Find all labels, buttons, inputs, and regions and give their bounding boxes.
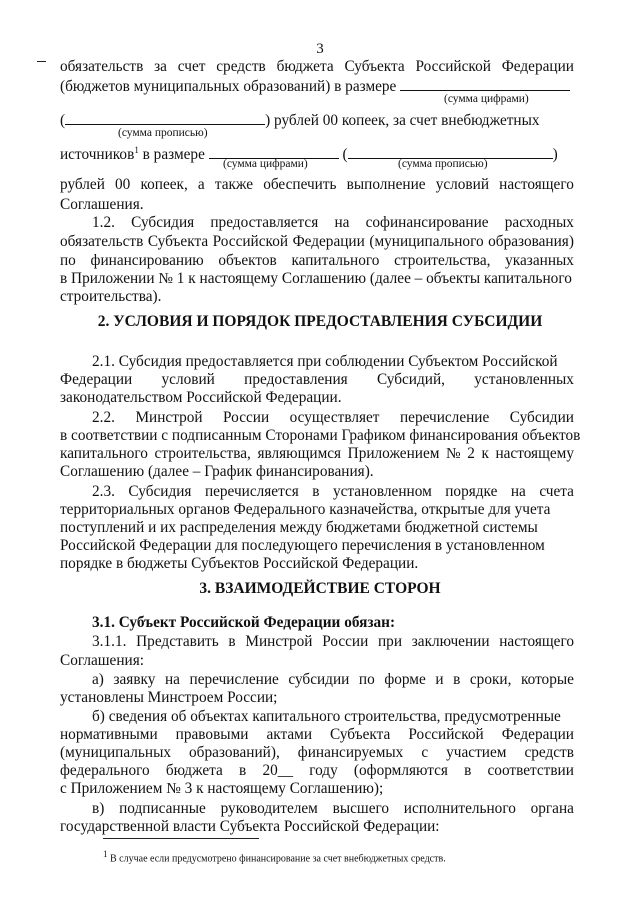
word: руководителем bbox=[220, 800, 318, 817]
word: с bbox=[421, 744, 429, 761]
text-line bbox=[60, 370, 574, 389]
caption-sum-digits: (сумма цифрами) bbox=[444, 93, 529, 105]
word: году bbox=[309, 762, 338, 779]
text-line bbox=[60, 444, 574, 463]
text-line bbox=[60, 761, 574, 780]
word: и bbox=[435, 671, 444, 688]
text-line: в Приложении № 1 к настоящему Соглашению (далее – объекты капитального bbox=[60, 270, 572, 287]
text-line bbox=[92, 213, 574, 232]
word: соответствии bbox=[487, 762, 574, 779]
text-line: установлены Минстроем России; bbox=[60, 689, 278, 706]
word: также bbox=[214, 176, 254, 193]
word: расходных bbox=[504, 214, 574, 231]
word: 2 bbox=[467, 445, 475, 462]
text-line: законодательством Российской Федерации. bbox=[60, 389, 342, 406]
word: перечисляется bbox=[204, 483, 299, 500]
word: установленных bbox=[474, 371, 574, 388]
footnote: $^1$ В случае если предусмотрено финансирование за счет внебюджетных средств. bbox=[103, 849, 446, 865]
sum-digits-blank-2 bbox=[209, 144, 339, 159]
text-line bbox=[60, 743, 574, 762]
text-line: поступлений и их распределения между бюджетами бюджетной системы bbox=[60, 519, 538, 536]
word: участием bbox=[446, 744, 507, 761]
word: Российской bbox=[408, 726, 484, 743]
word: в bbox=[312, 483, 320, 500]
word: перечисление bbox=[189, 671, 279, 688]
word: финансируемых bbox=[297, 744, 404, 761]
text-line: территориальных органов Федерального казначейства, открытые для учета bbox=[60, 501, 551, 518]
word: России bbox=[223, 409, 270, 426]
word: в bbox=[453, 671, 461, 688]
word: подписанные bbox=[119, 800, 206, 817]
word: заявку bbox=[113, 671, 156, 688]
word: 2.2. bbox=[92, 409, 115, 426]
word: Приложением bbox=[347, 445, 440, 462]
word: перечисление bbox=[399, 409, 490, 426]
word: (оформляются bbox=[353, 762, 448, 779]
word: (муниципального bbox=[369, 233, 484, 250]
word: настоящего bbox=[499, 176, 574, 193]
word: а) bbox=[92, 671, 104, 688]
sum-words-blank-1 bbox=[65, 110, 265, 125]
word: 20__ bbox=[262, 762, 294, 779]
word: средств bbox=[216, 58, 266, 75]
word: органа bbox=[530, 800, 574, 817]
word: копеек, bbox=[140, 176, 188, 193]
word: Федерации bbox=[501, 58, 574, 75]
word: субсидии bbox=[288, 671, 350, 688]
text-line bbox=[92, 799, 574, 818]
word: обязательств bbox=[60, 233, 144, 250]
word: при bbox=[378, 633, 403, 650]
word: (муниципальных bbox=[60, 744, 171, 761]
word: финансированию bbox=[90, 252, 204, 269]
word: Субсидии bbox=[509, 409, 574, 426]
word: условий bbox=[161, 371, 215, 388]
word: в bbox=[464, 762, 472, 779]
word: Федерации bbox=[60, 371, 133, 388]
word: в bbox=[239, 762, 247, 779]
word: порядке bbox=[445, 483, 498, 500]
text-line: Соглашения: bbox=[60, 652, 144, 669]
margin-dash bbox=[37, 61, 46, 62]
text-line: (бюджетов муниципальных образований) в размере bbox=[60, 76, 574, 96]
caption-sum-digits: (сумма цифрами) bbox=[223, 158, 308, 170]
text-line: государственной власти Субъекта Российской Федерации: bbox=[60, 818, 440, 835]
word: образований), bbox=[189, 744, 280, 761]
word: софинансирование bbox=[365, 214, 489, 231]
word: счета bbox=[539, 483, 574, 500]
word: по bbox=[358, 671, 375, 688]
text-line: Российской Федерации для последующего перечисления в установленном bbox=[60, 537, 545, 554]
section-heading: 2. УСЛОВИЯ И ПОРЯДОК ПРЕДОСТАВЛЕНИЯ СУБСИДИИ bbox=[97, 313, 543, 330]
word: в bbox=[228, 633, 236, 650]
word: Минстрой bbox=[135, 409, 203, 426]
word: 2.3. bbox=[92, 483, 115, 500]
word: правовыми bbox=[175, 726, 249, 743]
word: капитального bbox=[60, 445, 148, 462]
word: 3.1.1. bbox=[92, 633, 127, 650]
text-line bbox=[92, 482, 574, 501]
word: осуществляет bbox=[289, 409, 380, 426]
text-line: в соответствии с подписанным Сторонами Графиком финансирования объектов bbox=[60, 427, 581, 444]
sum-digits-blank-1 bbox=[400, 76, 570, 91]
word: сроки, bbox=[469, 671, 512, 688]
word: указанных bbox=[505, 252, 574, 269]
word: бюджета bbox=[276, 58, 334, 75]
text-line bbox=[60, 57, 574, 76]
word: Субсидий, bbox=[376, 371, 445, 388]
text-line: Соглашения. bbox=[60, 196, 144, 213]
word: обязательств bbox=[60, 58, 144, 75]
footnote-mark: 1 bbox=[103, 849, 108, 859]
word: бюджета bbox=[165, 762, 223, 779]
word: исполнительного bbox=[403, 800, 516, 817]
text-line bbox=[92, 632, 574, 651]
word: Российской bbox=[415, 58, 491, 75]
text-line: ( ) рублей 00 копеек, за счет внебюджетных bbox=[60, 112, 540, 129]
word: средств bbox=[524, 744, 574, 761]
word: в) bbox=[92, 800, 105, 817]
text-line bbox=[92, 408, 574, 427]
word: выполнение bbox=[346, 176, 426, 193]
subsection-heading: 3.1. Субъект Российской Федерации обязан: bbox=[92, 614, 396, 631]
word: Федерации bbox=[292, 233, 365, 250]
word: обеспечить bbox=[263, 176, 337, 193]
word: настоящему bbox=[495, 445, 574, 462]
word: Субсидия bbox=[131, 214, 195, 231]
word: образования) bbox=[488, 233, 574, 250]
word: на bbox=[164, 671, 180, 688]
word: высшего bbox=[332, 800, 390, 817]
text-line: источников$^1$ в размере ( ) bbox=[60, 145, 558, 164]
text-line: б) сведения об объектах капитального строительства, предусмотренные bbox=[92, 708, 561, 725]
word: капитального bbox=[291, 252, 380, 269]
word: строительства, bbox=[154, 445, 251, 462]
word: по bbox=[60, 252, 76, 269]
text-line: строительства). bbox=[60, 288, 162, 305]
word: предоставления bbox=[244, 371, 348, 388]
word: Минстрой bbox=[245, 633, 313, 650]
word: установленном bbox=[332, 483, 432, 500]
word: Российской bbox=[212, 233, 289, 250]
word: объектов bbox=[218, 252, 277, 269]
word: рублей bbox=[60, 176, 105, 193]
text-line bbox=[92, 670, 574, 689]
word: Федерации bbox=[501, 726, 574, 743]
word: актами bbox=[266, 726, 313, 743]
word: форме bbox=[384, 671, 426, 688]
caption-sum-words: (сумма прописью) bbox=[118, 127, 208, 139]
word: условий bbox=[435, 176, 490, 193]
word: Представить bbox=[136, 633, 219, 650]
word: за bbox=[154, 58, 167, 75]
text-line: порядке в бюджеты Субъектов Российской Федерации. bbox=[60, 555, 419, 572]
word: нормативными bbox=[60, 726, 158, 743]
word: федерального bbox=[60, 762, 150, 779]
page-number: 3 bbox=[316, 41, 324, 57]
text-line bbox=[60, 725, 574, 744]
word: настоящего bbox=[499, 633, 574, 650]
word: строительства, bbox=[394, 252, 491, 269]
sum-words-blank-2 bbox=[348, 144, 553, 159]
word: Субсидия bbox=[128, 483, 192, 500]
word: предоставляется bbox=[210, 214, 319, 231]
word: являющимся bbox=[257, 445, 342, 462]
text-line bbox=[60, 232, 574, 251]
word: которые bbox=[520, 671, 574, 688]
word: к bbox=[481, 445, 489, 462]
word: 1.2. bbox=[92, 214, 115, 231]
footnote-mark: 1 bbox=[134, 145, 139, 155]
text-line bbox=[60, 175, 574, 194]
text-line: 2.1. Субсидия предоставляется при соблюдении Субъектом Российской bbox=[92, 353, 558, 370]
word: на bbox=[510, 483, 526, 500]
text-line: с Приложением № 3 к настоящему Соглашению); bbox=[60, 780, 384, 797]
caption-sum-words: (сумма прописью) bbox=[398, 158, 488, 170]
text-line bbox=[60, 251, 574, 270]
text-line: Соглашению (далее – График финансирования). bbox=[60, 463, 374, 480]
word: на bbox=[334, 214, 350, 231]
word: а bbox=[197, 176, 205, 193]
word: заключении bbox=[411, 633, 490, 650]
footnote-rule bbox=[103, 838, 259, 839]
word: № bbox=[446, 445, 461, 462]
section-heading: 3. ВЗАИМОДЕЙСТВИЕ СТОРОН bbox=[199, 580, 441, 597]
word: России bbox=[322, 633, 369, 650]
word: Субъекта bbox=[147, 233, 209, 250]
word: Субъекта bbox=[330, 726, 391, 743]
word: Субъекта bbox=[344, 58, 405, 75]
word: 00 bbox=[115, 176, 131, 193]
word: счет bbox=[177, 58, 206, 75]
